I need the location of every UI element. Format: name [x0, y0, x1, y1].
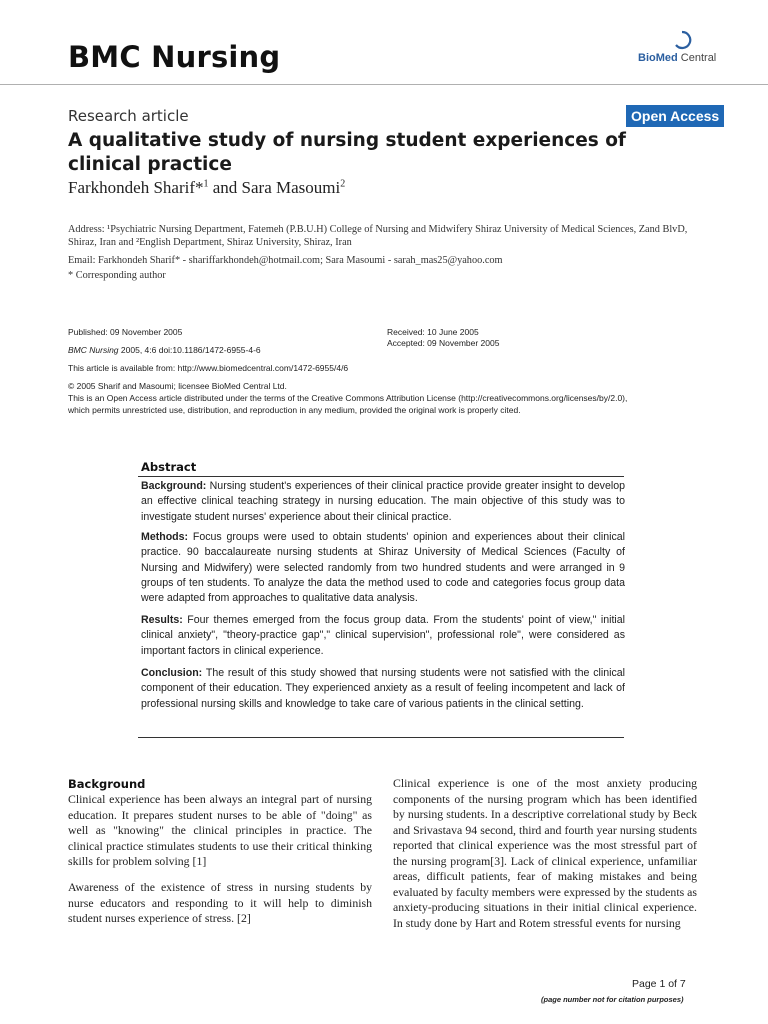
citation-details: 2005, 4:6 doi:10.1186/1472-6955-4-6 — [118, 345, 261, 355]
published-date: Published: 09 November 2005 — [68, 327, 183, 337]
affiliation-address: Address: ¹Psychiatric Nursing Department, Fatemeh (P.B.U.H) College of Nursing and Midwifery Shiraz University of Medical Sciences, Zand BlvD, Shiraz, Iran and ²English Department, Shiraz University, Shiraz, Iran — [68, 224, 688, 248]
abstract-methods-text: Focus groups were used to obtain students' opinion and experiences about their clinical practice. 90 baccalaureate nursing students at Shiraz University of Medical Sciences (Faculty of Nursing and Midwifery) were selected randomly from two hundred students and were arranged in 9 groups of ten students. To analyze the data the method used to code and categories focus group data were adapted from approaches to qualitative data analysis. — [141, 531, 625, 605]
abstract-conclusion-text: The result of this study showed that nursing students were not satisfied with the clinical component of their education. They experienced anxiety as a result of feeling incompetent and lack of professional nursing skills and knowledge to take care of various patients in the clinical setting. — [141, 667, 625, 710]
citation — [68, 345, 261, 355]
accepted-date: Accepted: 09 November 2005 — [387, 338, 500, 348]
body-left-paragraph-1: Clinical experience has been always an integral part of nursing education. It prepares student nurses to be able of "doing" as well as "knowing" the clinical principles in practice. The clinical practice stimulates students to use their critical thinking skills for problem solving [1] — [68, 792, 372, 868]
author-1-affiliation: 1 — [203, 178, 209, 190]
authors — [68, 178, 345, 198]
received-date: Received: 10 June 2005 — [387, 327, 479, 337]
abstract-divider — [138, 476, 624, 477]
open-access-badge: Open Access — [626, 105, 724, 127]
abstract-results — [141, 613, 625, 659]
author-emails: Email: Farkhondeh Sharif* - shariffarkhondeh@hotmail.com; Sara Masoumi - sarah_mas25@yahoo.com — [68, 255, 503, 266]
author-2-affiliation: 2 — [340, 178, 346, 190]
page-number: Page 1 of 7 — [632, 978, 686, 990]
corresponding-author-note: * Corresponding author — [68, 270, 166, 281]
article-url[interactable]: This article is available from: http://www.biomedcentral.com/1472-6955/4/6 — [68, 363, 349, 373]
abstract-heading: Abstract — [141, 460, 197, 474]
publisher-logo — [638, 30, 728, 70]
abstract-conclusion-label: Conclusion: — [141, 667, 203, 679]
license-line-2: which permits unrestricted use, distribution, and reproduction in any medium, provided the original work is properly cited. — [68, 405, 521, 415]
body-right-paragraph-1: Clinical experience is one of the most anxiety producing components of the nursing program which has been identified by nursing students. In a descriptive correlational study by Beck and Srivastava 94 second, third and fourth year nursing students reported that clinical experience was the most stressful part of the nursing program[3]. Lack of clinical experience, unfamiliar areas, difficult patients, fear of making mistakes and being evaluated by faculty members were expressed by the students as anxiety-producing situations in their initial clinical experience. In study done by Hart and Rotem stressful events for nursing — [393, 776, 697, 930]
author-2: and Sara Masoumi — [208, 178, 341, 197]
copyright: © 2005 Sharif and Masoumi; licensee BioMed Central Ltd. — [68, 381, 287, 391]
biomed-arc-icon — [672, 30, 692, 50]
abstract-background-label: Background: — [141, 480, 207, 492]
section-heading-background: Background — [68, 777, 146, 791]
abstract-results-text: Four themes emerged from the focus group data. From the students' point of view," initial clinical anxiety", "theory-practice gap"," clinical supervision", professional role", were considered as important factors in clinical experience. — [141, 614, 625, 657]
paper-title: A qualitative study of nursing student experiences of clinical practice — [68, 130, 626, 175]
abstract-methods — [141, 530, 625, 606]
author-1: Farkhondeh Sharif* — [68, 178, 204, 197]
citation-journal: BMC Nursing — [68, 345, 119, 355]
abstract-conclusion — [141, 666, 625, 712]
publisher-name-bold: BioMed — [638, 52, 678, 64]
article-type: Research article — [68, 107, 189, 125]
journal-title: BMC Nursing — [68, 40, 281, 74]
publisher-name-rest: Central — [677, 52, 717, 64]
abstract-methods-label: Methods: — [141, 531, 189, 543]
publisher-name — [638, 52, 716, 64]
license-line-1: This is an Open Access article distributed under the terms of the Creative Commons Attribution License (http://creativecommons.org/licenses/by/2.0), — [68, 393, 628, 403]
abstract-background-text: Nursing student's experiences of their clinical practice provide greater insight to develop an effective clinical teaching strategy in nursing education. The main objective of this study was to investigate student nurses' experience about their clinical practice. — [141, 480, 625, 523]
abstract-results-label: Results: — [141, 614, 183, 626]
body-left-paragraph-2: Awareness of the existence of stress in nursing students by nurse educators and responding to it will help to diminish student nurses experience of stress. [2] — [68, 880, 372, 925]
header-divider — [0, 84, 768, 85]
page-number-note: (page number not for citation purposes) — [541, 995, 684, 1004]
abstract-background — [141, 479, 625, 525]
